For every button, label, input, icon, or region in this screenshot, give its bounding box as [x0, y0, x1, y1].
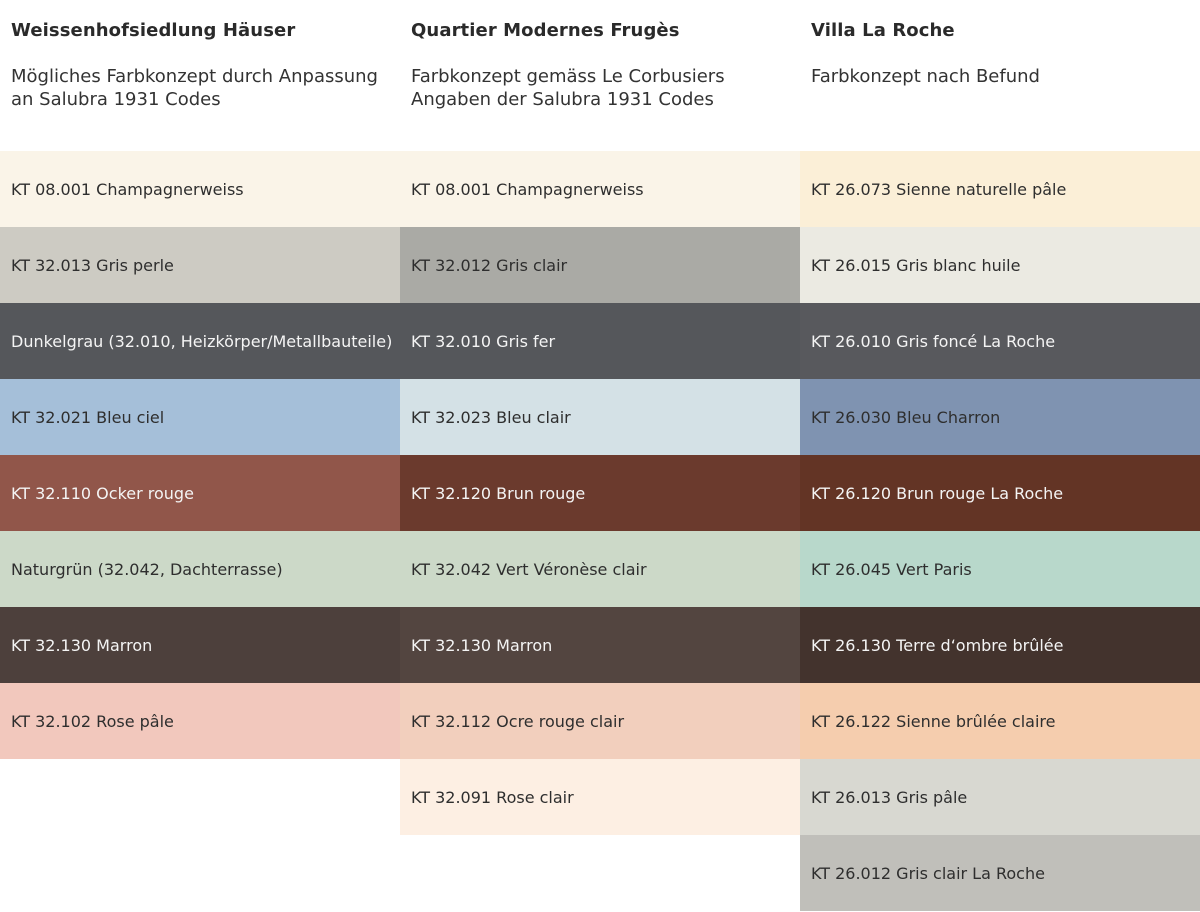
- color-swatch: [800, 835, 1200, 911]
- swatch-label: KT 32.091 Rose clair: [411, 787, 574, 807]
- color-swatch: [400, 303, 800, 379]
- color-swatch: [0, 683, 400, 759]
- column-title: Villa La Roche: [811, 20, 955, 41]
- color-swatch: [400, 455, 800, 531]
- swatch-label: KT 26.012 Gris clair La Roche: [811, 863, 1045, 883]
- color-swatch: [0, 303, 400, 379]
- color-swatch: [0, 455, 400, 531]
- swatch-label: KT 32.042 Vert Véronèse clair: [411, 559, 647, 579]
- color-swatch: [0, 531, 400, 607]
- swatch-label: KT 26.015 Gris blanc huile: [811, 255, 1021, 275]
- color-swatch: [800, 531, 1200, 607]
- column-title: Weissenhofsiedlung Häuser: [11, 20, 296, 41]
- swatch-label: KT 26.073 Sienne naturelle pâle: [811, 179, 1067, 199]
- color-swatch: [400, 379, 800, 455]
- column-description: [411, 65, 791, 111]
- color-swatch: [400, 227, 800, 303]
- swatch-label: KT 26.120 Brun rouge La Roche: [811, 483, 1064, 503]
- color-swatch: [0, 227, 400, 303]
- swatch-label: Dunkelgrau (32.010, Heizkörper/Metallbauteile): [11, 331, 393, 351]
- swatch-label: KT 26.130 Terre d‘ombre brûlée: [811, 635, 1064, 655]
- description-line: Mögliches Farbkonzept durch Anpassung: [11, 66, 378, 87]
- description-line: Farbkonzept gemäss Le Corbusiers: [411, 66, 725, 87]
- color-swatch: [400, 759, 800, 835]
- swatch-list: [800, 151, 1200, 911]
- swatch-list: [400, 151, 800, 835]
- column-description: [11, 65, 391, 111]
- swatch-label: KT 26.045 Vert Paris: [811, 559, 972, 579]
- swatch-label: KT 32.112 Ocre rouge clair: [411, 711, 625, 731]
- color-swatch: [0, 607, 400, 683]
- description-line: Farbkonzept nach Befund: [811, 66, 1040, 87]
- swatch-label: KT 08.001 Champagnerweiss: [11, 179, 244, 199]
- swatch-label: KT 32.110 Ocker rouge: [11, 483, 194, 503]
- swatch-label: KT 32.021 Bleu ciel: [11, 407, 165, 427]
- column-description: [811, 65, 1191, 88]
- swatch-label: KT 26.013 Gris pâle: [811, 787, 968, 807]
- swatch-label: KT 32.130 Marron: [11, 635, 153, 655]
- color-swatch: [800, 151, 1200, 227]
- swatch-label: Naturgrün (32.042, Dachterrasse): [11, 559, 283, 579]
- color-swatch: [800, 683, 1200, 759]
- swatch-label: KT 32.013 Gris perle: [11, 255, 174, 275]
- color-swatch: [0, 379, 400, 455]
- swatch-label: KT 32.010 Gris fer: [411, 331, 556, 351]
- swatch-label: KT 08.001 Champagnerweiss: [411, 179, 644, 199]
- color-swatch: [800, 759, 1200, 835]
- column-title: Quartier Modernes Frugès: [411, 20, 680, 41]
- swatch-label: KT 32.120 Brun rouge: [411, 483, 586, 503]
- swatch-label: KT 32.012 Gris clair: [411, 255, 568, 275]
- color-swatch: [400, 607, 800, 683]
- swatch-list: [0, 151, 400, 759]
- color-swatch: [800, 227, 1200, 303]
- swatch-label: KT 26.030 Bleu Charron: [811, 407, 1001, 427]
- swatch-label: KT 32.102 Rose pâle: [11, 711, 174, 731]
- color-swatch: [800, 607, 1200, 683]
- description-line: Angaben der Salubra 1931 Codes: [411, 89, 714, 110]
- color-swatch: [400, 151, 800, 227]
- color-swatch: [800, 303, 1200, 379]
- color-swatch: [800, 455, 1200, 531]
- color-swatch: [400, 531, 800, 607]
- swatch-label: KT 26.010 Gris foncé La Roche: [811, 331, 1056, 351]
- description-line: an Salubra 1931 Codes: [11, 89, 221, 110]
- swatch-label: KT 26.122 Sienne brûlée claire: [811, 711, 1056, 731]
- color-swatch: [400, 683, 800, 759]
- swatch-label: KT 32.130 Marron: [411, 635, 553, 655]
- swatch-label: KT 32.023 Bleu clair: [411, 407, 571, 427]
- color-swatch: [800, 379, 1200, 455]
- color-swatch: [0, 151, 400, 227]
